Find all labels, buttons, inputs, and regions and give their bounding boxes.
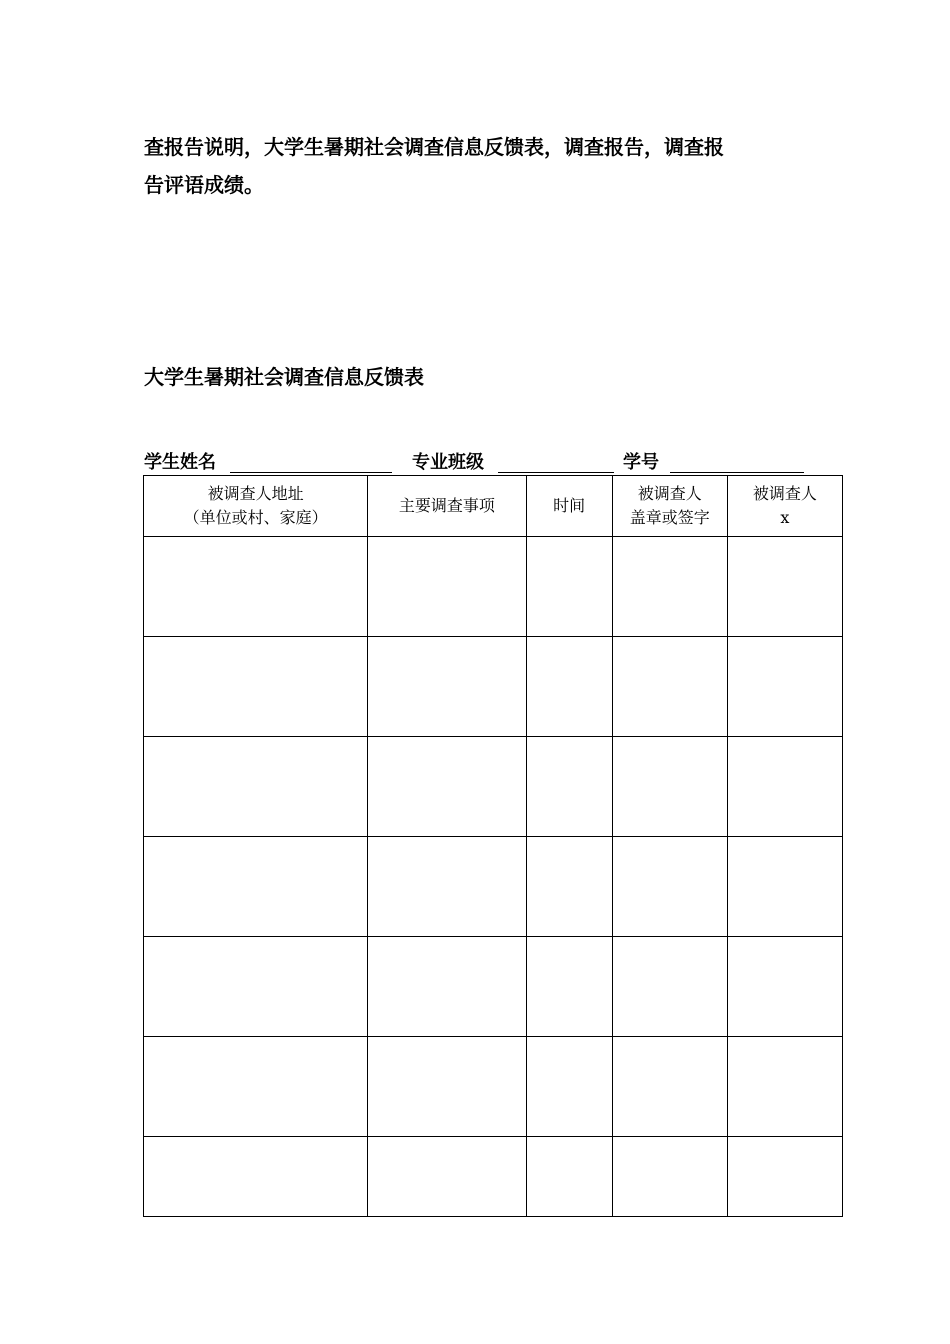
table-cell[interactable] <box>612 537 727 637</box>
table-cell[interactable] <box>727 937 842 1037</box>
student-id-label: 学号 <box>623 452 659 473</box>
table-cell[interactable] <box>368 737 526 837</box>
table-cell[interactable] <box>144 1137 368 1217</box>
table-header-row <box>144 476 843 537</box>
intro-paragraph <box>144 128 824 204</box>
header-line: x <box>780 508 790 527</box>
intro-line: 查报告说明，大学生暑期社会调查信息反馈表，调查报告，调查报 <box>144 135 724 159</box>
table-row <box>144 537 843 637</box>
table-cell[interactable] <box>368 1137 526 1217</box>
table-cell[interactable] <box>612 637 727 737</box>
feedback-table <box>143 475 843 1217</box>
major-class-field[interactable] <box>498 472 614 473</box>
table-cell[interactable] <box>727 737 842 837</box>
table-row <box>144 737 843 837</box>
table-row <box>144 637 843 737</box>
header-line: 时间 <box>553 496 586 515</box>
table-cell[interactable] <box>368 1037 526 1137</box>
table-cell[interactable] <box>144 537 368 637</box>
table-cell[interactable] <box>144 637 368 737</box>
table-cell[interactable] <box>526 1037 612 1137</box>
table-cell[interactable] <box>727 1037 842 1137</box>
table-cell[interactable] <box>526 637 612 737</box>
major-class-label: 专业班级 <box>412 452 484 473</box>
table-cell[interactable] <box>526 837 612 937</box>
table-cell[interactable] <box>526 737 612 837</box>
student-name-field[interactable] <box>230 472 392 473</box>
header-line: （单位或村、家庭） <box>183 508 328 527</box>
header-line: 被调查人 <box>637 484 702 503</box>
table-cell[interactable] <box>368 937 526 1037</box>
table-cell[interactable] <box>612 737 727 837</box>
header-main-items <box>368 476 526 537</box>
table-cell[interactable] <box>612 837 727 937</box>
table-cell[interactable] <box>144 837 368 937</box>
header-line: 盖章或签字 <box>629 508 710 527</box>
header-time <box>526 476 612 537</box>
table-cell[interactable] <box>526 937 612 1037</box>
table-row <box>144 837 843 937</box>
table-cell[interactable] <box>612 1137 727 1217</box>
table-cell[interactable] <box>526 537 612 637</box>
table-cell[interactable] <box>368 837 526 937</box>
table-cell[interactable] <box>526 1137 612 1217</box>
table-cell[interactable] <box>368 637 526 737</box>
table-cell[interactable] <box>727 1137 842 1217</box>
table-cell[interactable] <box>612 937 727 1037</box>
header-signature <box>612 476 727 537</box>
header-address <box>144 476 368 537</box>
header-line: 被调查人地址 <box>207 484 304 503</box>
header-line: 被调查人 <box>752 484 817 503</box>
table-row <box>144 1037 843 1137</box>
student-info-line <box>144 450 844 476</box>
table-cell[interactable] <box>612 1037 727 1137</box>
table-cell[interactable] <box>144 1037 368 1137</box>
table-row <box>144 937 843 1037</box>
table-cell[interactable] <box>727 837 842 937</box>
intro-line: 告评语成绩。 <box>144 173 264 197</box>
form-title: 大学生暑期社会调查信息反馈表 <box>144 365 424 389</box>
header-line: 主要调查事项 <box>398 496 495 515</box>
table-cell[interactable] <box>144 937 368 1037</box>
table-cell[interactable] <box>144 737 368 837</box>
table-cell[interactable] <box>727 637 842 737</box>
header-respondent <box>727 476 842 537</box>
table-cell[interactable] <box>727 537 842 637</box>
table-row <box>144 1137 843 1217</box>
student-name-label: 学生姓名 <box>144 452 216 473</box>
table-cell[interactable] <box>368 537 526 637</box>
student-id-field[interactable] <box>670 472 804 473</box>
